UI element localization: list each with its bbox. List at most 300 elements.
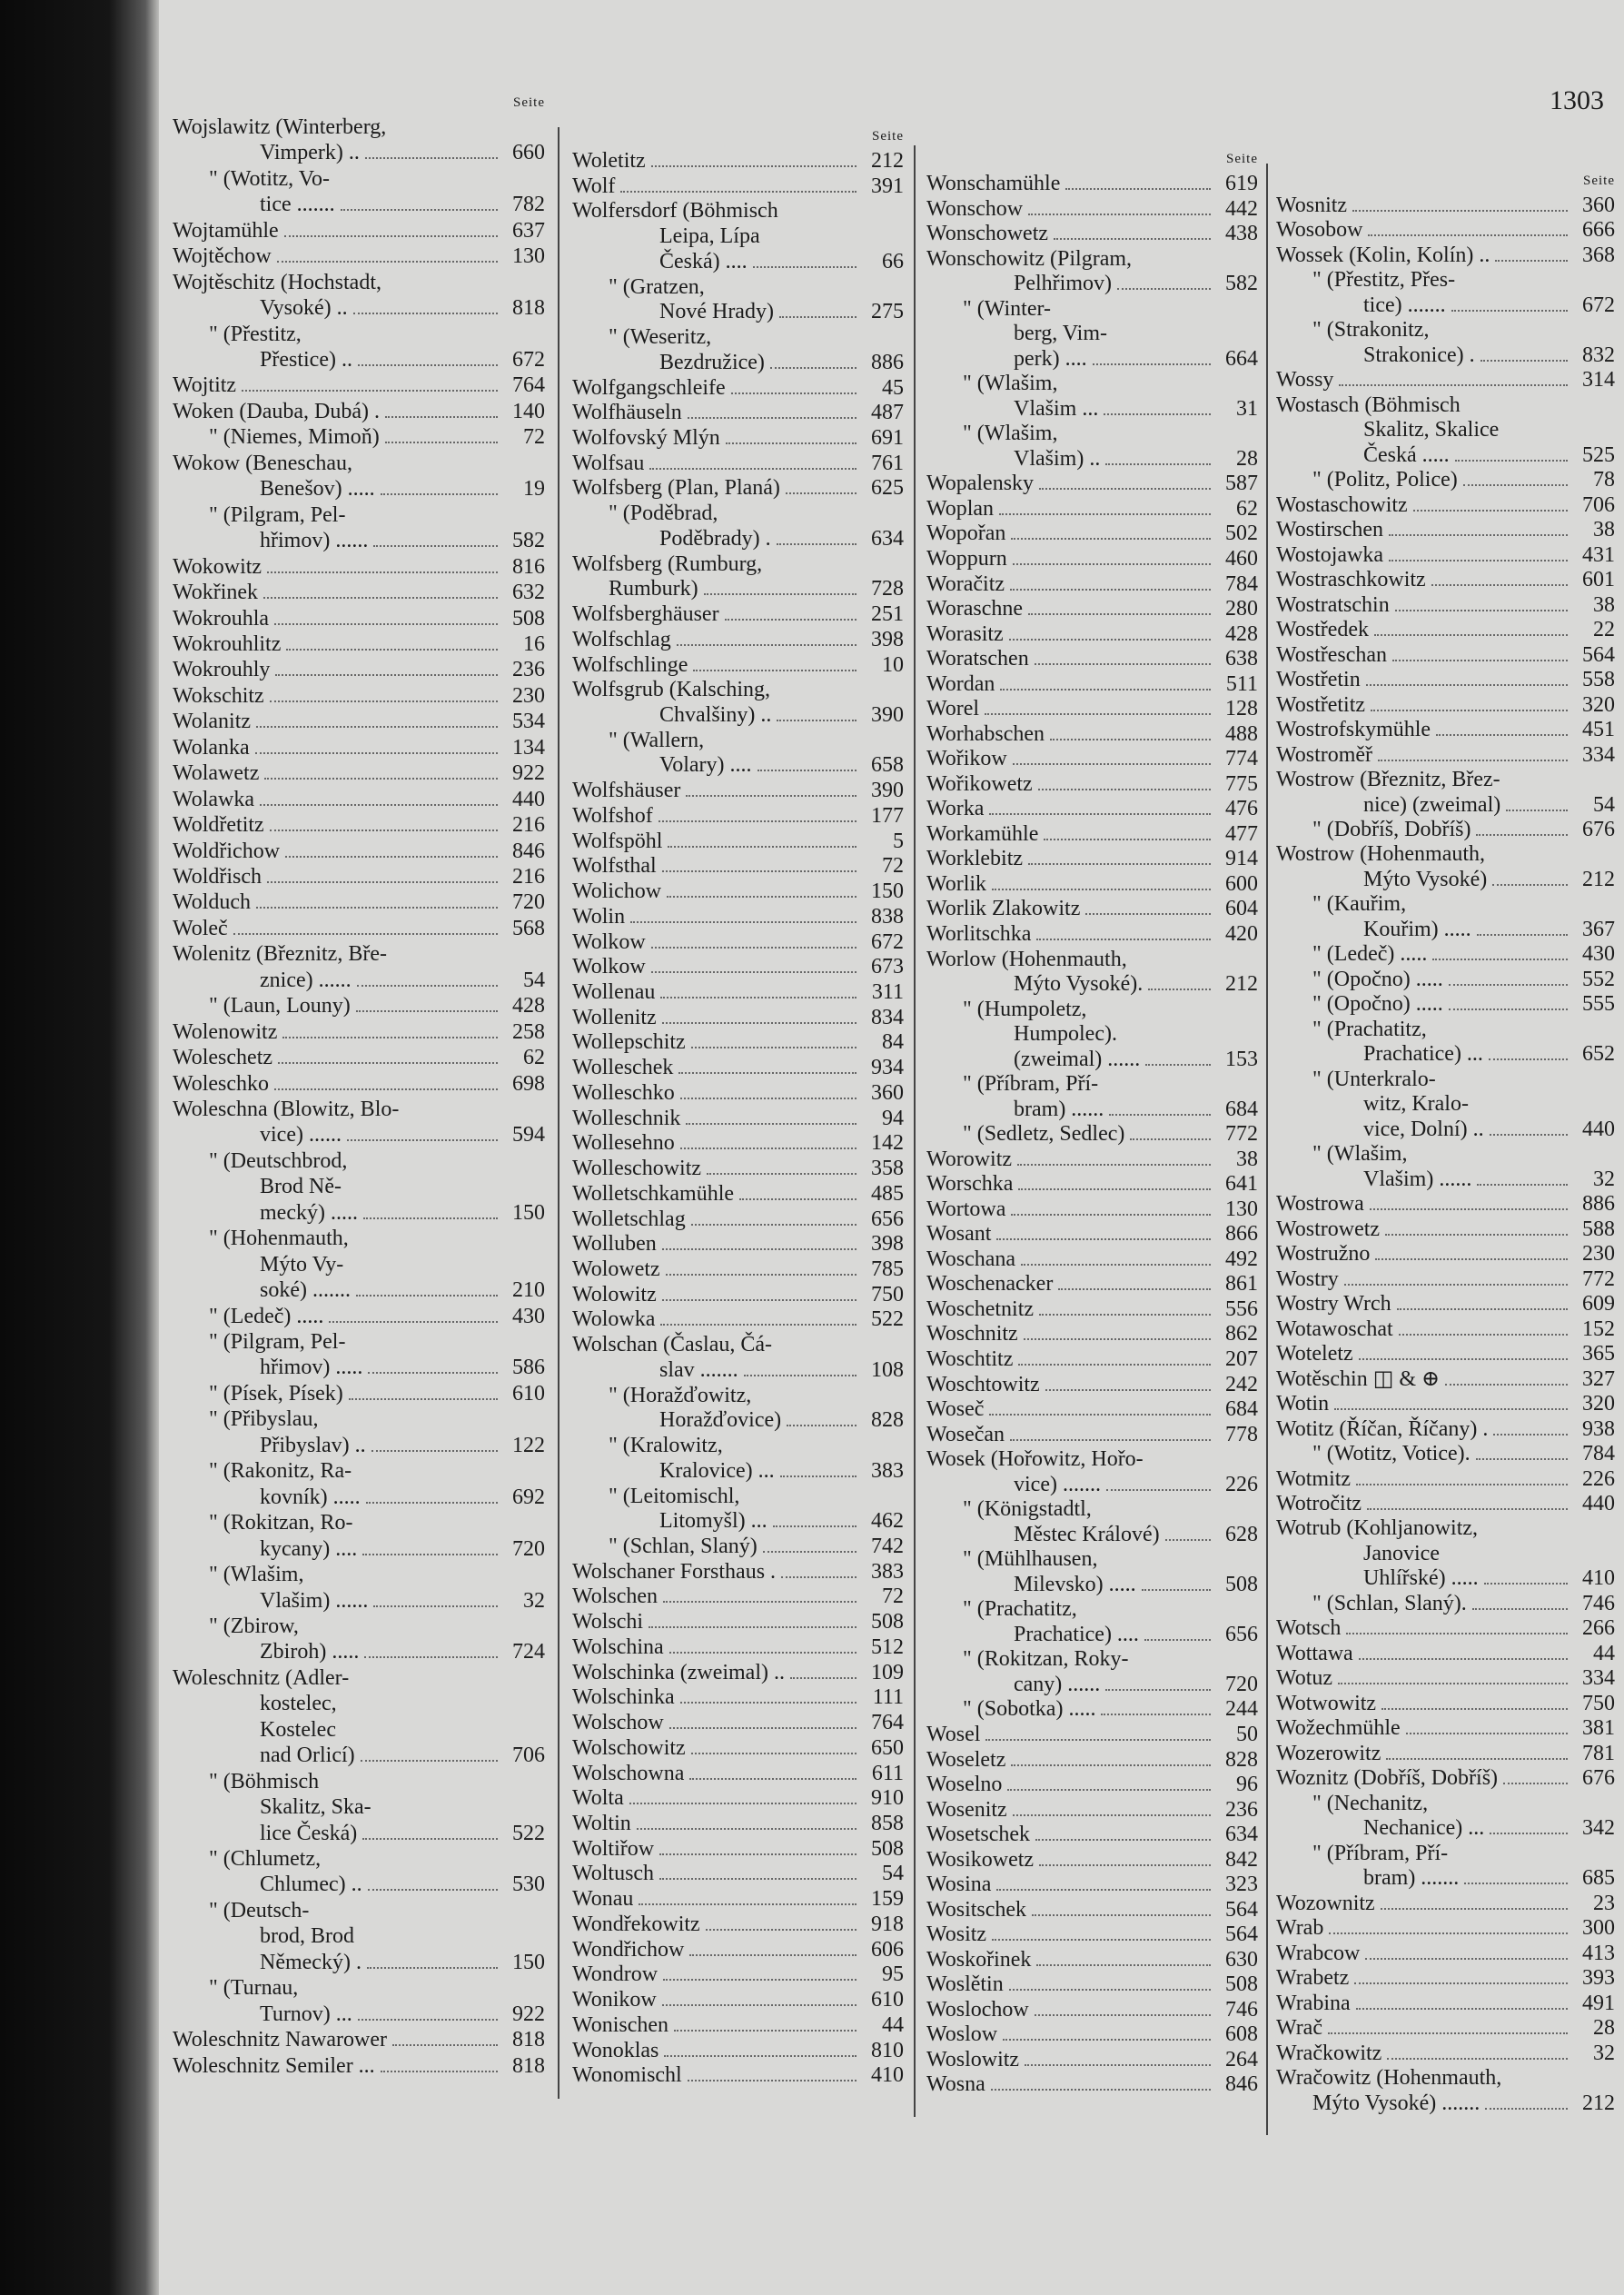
entry-name: Wostaschowitz	[1276, 492, 1408, 517]
index-entry	[572, 1233, 904, 1255]
index-entry	[1276, 769, 1615, 790]
entry-name: Zbiroh) .....	[260, 1640, 360, 1664]
entry-page: 656	[871, 1207, 904, 1231]
dot-leader	[1105, 463, 1211, 465]
entry-page: 300	[1582, 1916, 1615, 1941]
index-entry	[1276, 1617, 1615, 1639]
index-entry	[572, 629, 904, 651]
dot-leader	[688, 417, 857, 419]
entry-page: 746	[1582, 1591, 1615, 1615]
dot-leader	[651, 971, 857, 973]
dot-leader	[786, 492, 857, 494]
index-entry	[1276, 1843, 1615, 1864]
entry-page: 673	[871, 955, 904, 979]
dot-leader	[1021, 1264, 1211, 1266]
entry-page: 150	[512, 1200, 545, 1225]
entry-page: 666	[1582, 218, 1615, 243]
dot-leader	[270, 830, 498, 831]
dot-leader	[1381, 1908, 1568, 1910]
dot-leader	[680, 1702, 857, 1704]
entry-page: 230	[512, 683, 545, 708]
entry-name: Wolschinka	[572, 1685, 675, 1710]
index-entry	[173, 1176, 545, 1197]
index-entry	[1276, 1767, 1615, 1789]
entry-page: 588	[1582, 1217, 1615, 1241]
entry-page: 774	[1225, 747, 1258, 771]
entry-name: " (Wallern,	[609, 728, 705, 752]
entry-name: Wořikowetz	[926, 771, 1033, 796]
dot-leader	[1018, 1188, 1211, 1190]
entry-name: Woschenacker	[926, 1272, 1054, 1297]
index-entry	[572, 2040, 904, 2062]
dot-leader	[353, 313, 498, 314]
dot-leader	[282, 1037, 498, 1038]
index-entry	[572, 326, 904, 348]
dot-leader	[753, 266, 857, 268]
entry-page: 94	[882, 1106, 904, 1130]
dot-leader	[274, 1088, 498, 1090]
dot-leader	[689, 1778, 857, 1780]
index-entry	[1276, 1567, 1615, 1589]
dot-leader	[260, 804, 498, 806]
entry-name: " (Sedletz, Sedlec)	[963, 1122, 1125, 1147]
index-entry	[173, 891, 545, 913]
entry-name: Wosetschek	[926, 1823, 1031, 1847]
entry-name: Vysoké) ..	[260, 296, 348, 321]
entry-name: " (Opočno) .....	[1312, 967, 1443, 991]
dot-leader	[758, 770, 857, 771]
index-entry	[1276, 1393, 1615, 1415]
index-entry	[1276, 1343, 1615, 1365]
index-entry	[173, 1564, 545, 1585]
dot-leader	[1381, 1708, 1568, 1710]
entry-name: Wojtěschitz (Hochstadt,	[173, 270, 382, 294]
dot-leader	[744, 1375, 857, 1376]
dot-leader	[1370, 1208, 1568, 1210]
index-entry	[1276, 294, 1615, 316]
entry-page: 784	[1225, 571, 1258, 596]
entry-name: " (Wlašim,	[209, 1563, 304, 1587]
entry-page: 327	[1582, 1366, 1615, 1391]
dot-leader	[278, 1062, 498, 1064]
index-entry	[926, 1198, 1258, 1220]
entry-name: Wotwowitz	[1276, 1691, 1377, 1715]
entry-page: 323	[1225, 1873, 1258, 1897]
entry-name: Wolawetz	[173, 761, 260, 786]
index-entry	[926, 673, 1258, 695]
dot-leader	[780, 1475, 857, 1477]
entry-name: Wositschek	[926, 1897, 1027, 1922]
entry-name: Woratschen	[926, 647, 1029, 671]
index-entry	[1276, 943, 1615, 965]
dot-leader	[1490, 1134, 1568, 1136]
entry-name: Wondřichow	[572, 1937, 685, 1962]
entry-page: 556	[1225, 1297, 1258, 1321]
dot-leader	[1354, 1982, 1568, 1984]
entry-name: " (Böhmisch	[209, 1769, 320, 1793]
dot-leader	[691, 1753, 857, 1754]
dot-leader	[1028, 613, 1211, 615]
index-entry	[572, 1662, 904, 1684]
index-entry	[1276, 594, 1615, 616]
entry-page: 410	[1582, 1566, 1615, 1591]
dot-leader	[1011, 538, 1211, 540]
entry-page: 742	[871, 1535, 904, 1558]
entry-name: Wopalensky	[926, 472, 1035, 496]
entry-page: 611	[871, 1761, 904, 1785]
entry-name: Wolenitz (Březnitz, Bře-	[173, 942, 387, 967]
dot-leader	[267, 881, 498, 883]
dot-leader	[1009, 1989, 1211, 1991]
entry-name: Worklebitz	[926, 847, 1024, 871]
entry-name: Wolfhäuseln	[572, 401, 682, 425]
index-entry	[1276, 1218, 1615, 1240]
entry-name: Wostrowetz	[1276, 1217, 1381, 1241]
entry-page: 746	[1225, 1997, 1258, 2022]
entry-page: 358	[871, 1157, 904, 1181]
index-entry	[1276, 444, 1615, 466]
entry-page: 842	[1225, 1847, 1258, 1872]
entry-page: 522	[871, 1307, 904, 1332]
index-entry	[173, 374, 545, 396]
index-entry	[173, 142, 545, 164]
entry-page: 834	[871, 1005, 904, 1029]
entry-page: 534	[512, 710, 545, 734]
entry-name: Chlumec) ..	[260, 1873, 362, 1897]
entry-name: Wosek (Hořowitz, Hořo-	[926, 1447, 1144, 1472]
entry-name: Wolfshof	[572, 803, 653, 828]
entry-page: 828	[871, 1408, 904, 1433]
dot-leader	[1334, 1408, 1568, 1410]
dot-leader	[649, 1626, 857, 1628]
entry-name: bram) .......	[1363, 1866, 1460, 1891]
entry-name: berg, Vim-	[1014, 322, 1107, 346]
index-entry	[572, 1712, 904, 1734]
entry-name: Wolfsgrub (Kalsching,	[572, 678, 771, 702]
entry-page: 641	[1225, 1172, 1258, 1197]
index-entry	[173, 1641, 545, 1663]
entry-name: Wonau	[572, 1887, 634, 1912]
dot-leader	[779, 316, 857, 318]
index-entry	[572, 1334, 904, 1356]
entry-name: Wolleschek	[572, 1056, 674, 1080]
index-entry	[926, 198, 1258, 220]
entry-page: 775	[1225, 771, 1258, 796]
entry-name: " (Rokitzan, Ro-	[209, 1511, 353, 1535]
dot-leader	[1406, 1733, 1568, 1734]
entry-page: 311	[871, 980, 904, 1004]
dot-leader	[371, 1450, 498, 1452]
index-entry	[173, 1202, 545, 1224]
index-entry	[1276, 244, 1615, 266]
entry-name: Vlašim) ......	[1363, 1167, 1472, 1191]
entry-name: " (Turnau,	[209, 1976, 299, 2001]
dot-leader	[1506, 810, 1568, 811]
dot-leader	[264, 778, 498, 780]
dot-leader	[1472, 1608, 1568, 1610]
index-entry	[926, 1023, 1258, 1045]
dot-leader	[1028, 214, 1211, 215]
entry-name: Wolfsberg (Rumburg,	[572, 551, 763, 576]
index-entry	[572, 830, 904, 852]
entry-page: 381	[1582, 1716, 1615, 1741]
index-entry	[1276, 2092, 1615, 2114]
entry-page: 512	[871, 1634, 904, 1659]
entry-page: 159	[871, 1887, 904, 1912]
entry-name: Wolschow	[572, 1711, 664, 1735]
entry-page: 720	[1225, 1672, 1258, 1696]
dot-leader	[368, 1372, 498, 1374]
entry-name: Wostratschin	[1276, 592, 1390, 617]
entry-name: Brod Ně-	[260, 1175, 342, 1199]
entry-name: Wonschow	[926, 196, 1024, 221]
index-entry	[926, 1248, 1258, 1270]
dot-leader	[242, 390, 498, 392]
entry-name: Wossek (Kolin, Kolín) ..	[1276, 243, 1490, 267]
index-entry	[926, 522, 1258, 544]
entry-name: " (Schlan, Slaný)	[609, 1535, 758, 1558]
dot-leader	[1386, 1758, 1568, 1760]
dot-leader	[1344, 1284, 1568, 1286]
index-entry	[572, 906, 904, 928]
index-entry	[173, 1150, 545, 1172]
index-entry	[173, 866, 545, 888]
index-entry	[1276, 1517, 1615, 1539]
entry-page: 778	[1225, 1422, 1258, 1446]
entry-page: 130	[1225, 1197, 1258, 1221]
dot-leader	[1093, 363, 1211, 365]
index-entry	[572, 502, 904, 524]
index-column	[1276, 174, 1615, 2117]
dot-leader	[649, 468, 857, 470]
index-entry	[1276, 1793, 1615, 1814]
index-entry	[926, 223, 1258, 244]
entry-page: 508	[871, 1836, 904, 1861]
entry-name: Woschtowitz	[926, 1372, 1040, 1396]
dot-leader	[1117, 288, 1211, 290]
index-entry	[1276, 1093, 1615, 1115]
entry-name: Woselno	[926, 1773, 1003, 1797]
dot-leader	[693, 670, 857, 671]
dot-leader	[256, 907, 498, 909]
dot-leader	[1013, 763, 1211, 765]
entry-name: Litomyšl) ...	[659, 1509, 767, 1534]
entry-name: nice) (zweimal)	[1363, 792, 1501, 817]
dot-leader	[329, 1321, 498, 1323]
dot-leader	[1328, 2032, 1568, 2034]
entry-page: 628	[1225, 1522, 1258, 1546]
index-entry	[926, 248, 1258, 270]
dot-leader	[725, 619, 857, 621]
dot-leader	[385, 416, 498, 418]
index-entry	[572, 1963, 904, 1985]
index-entry	[173, 1306, 545, 1327]
entry-name: Wottawa	[1276, 1641, 1353, 1665]
dot-leader	[364, 1656, 498, 1658]
entry-name: Wollesehno	[572, 1131, 675, 1156]
index-entry	[926, 1098, 1258, 1120]
entry-page: 440	[1582, 1491, 1615, 1515]
entry-name: Wolschowitz	[572, 1735, 686, 1760]
entry-page: 782	[512, 193, 545, 217]
dot-leader	[381, 2071, 498, 2072]
entry-name: " (Chlumetz,	[209, 1846, 322, 1871]
entry-name: Wotuz	[1276, 1666, 1333, 1691]
entry-page: 728	[871, 577, 904, 601]
entry-name: Wokrouhla	[173, 606, 270, 631]
entry-page: 568	[512, 916, 545, 940]
dot-leader	[1035, 1839, 1211, 1841]
dot-leader	[674, 2030, 857, 2032]
entry-page: 111	[872, 1685, 904, 1710]
index-entry	[173, 556, 545, 578]
entry-name: znice) ......	[260, 968, 352, 992]
index-entry	[926, 573, 1258, 595]
entry-page: 818	[512, 2028, 545, 2052]
entry-name: Wosobow	[1276, 218, 1363, 243]
entry-name: " (Gratzen,	[609, 274, 705, 299]
entry-name: vice) .......	[1014, 1472, 1101, 1496]
index-entry	[173, 1460, 545, 1482]
entry-name: " (Mühlhausen,	[963, 1547, 1098, 1572]
entry-name: Wosna	[926, 2072, 985, 2097]
entry-page: 600	[1225, 871, 1258, 896]
entry-page: 530	[512, 1873, 545, 1897]
index-entry	[173, 943, 545, 965]
dot-leader	[666, 1274, 857, 1276]
entry-name: Woskořinek	[926, 1947, 1032, 1972]
entry-page: 28	[1593, 2016, 1615, 2041]
entry-name: Wostrofskymühle	[1276, 718, 1431, 742]
entry-name: Woslowitz	[926, 2047, 1020, 2071]
entry-name: Woletitz	[572, 149, 646, 173]
index-entry	[173, 116, 545, 138]
entry-name: Wostřetin	[1276, 668, 1361, 692]
entry-page: 236	[1225, 1797, 1258, 1822]
index-entry	[173, 1331, 545, 1353]
entry-name: Wolschaner Forsthaus .	[572, 1559, 777, 1584]
index-entry	[926, 1524, 1258, 1545]
entry-page: 886	[871, 350, 904, 374]
index-entry	[926, 623, 1258, 645]
index-entry	[1276, 1717, 1615, 1739]
dot-leader	[1039, 488, 1211, 490]
entry-name: " (Dobříš, Dobříš)	[1312, 818, 1471, 841]
entry-page: 508	[871, 1610, 904, 1634]
entry-page: 818	[512, 2053, 545, 2078]
dot-leader	[996, 1238, 1211, 1240]
entry-page: 552	[1582, 967, 1615, 991]
entry-page: 594	[512, 1123, 545, 1148]
entry-name: " (Laun, Louny)	[209, 994, 351, 1018]
index-entry	[572, 1183, 904, 1205]
index-entry	[173, 194, 545, 215]
index-entry	[173, 1848, 545, 1870]
index-entry	[572, 603, 904, 625]
dot-leader	[664, 2055, 857, 2057]
entry-name: " (Leitomischl,	[609, 1484, 740, 1508]
index-entry	[1276, 2042, 1615, 2064]
dot-leader	[773, 1525, 857, 1527]
index-entry	[1276, 469, 1615, 491]
dot-leader	[1039, 1314, 1211, 1316]
dot-leader	[1036, 939, 1211, 940]
index-entry	[926, 422, 1258, 444]
index-entry	[572, 200, 904, 222]
entry-page: 522	[512, 1821, 545, 1845]
dot-leader	[1493, 1434, 1568, 1436]
dot-leader	[686, 795, 857, 797]
index-entry	[1276, 419, 1615, 441]
entry-name: Wolfschlinge	[572, 652, 688, 677]
entry-name: Worlik	[926, 871, 987, 896]
dot-leader	[349, 1398, 498, 1400]
index-entry	[1276, 694, 1615, 716]
index-entry	[572, 452, 904, 474]
entry-name: Wokowitz	[173, 554, 262, 579]
index-entry	[572, 1888, 904, 1910]
index-entry	[173, 814, 545, 836]
entry-name: Wrač	[1276, 2016, 1322, 2041]
entry-page: 508	[1225, 1972, 1258, 1997]
index-entry	[926, 1899, 1258, 1921]
dot-leader	[1385, 1234, 1568, 1236]
entry-page: 216	[512, 864, 545, 889]
entry-page: 582	[1225, 272, 1258, 296]
entry-page: 785	[871, 1257, 904, 1281]
entry-name: Woleschnitz Nawarower	[173, 2028, 387, 2052]
index-entry	[926, 448, 1258, 470]
entry-name: Wotin	[1276, 1392, 1330, 1416]
entry-page: 608	[1225, 2022, 1258, 2047]
index-entry	[173, 1873, 545, 1895]
dot-leader	[263, 597, 498, 599]
index-entry	[926, 398, 1258, 420]
index-entry	[572, 2014, 904, 2036]
dot-leader	[362, 1838, 498, 1840]
entry-page: 31	[1236, 396, 1258, 421]
entry-name: cany) ......	[1014, 1672, 1101, 1696]
dot-leader	[1485, 2108, 1568, 2110]
index-entry	[1276, 544, 1615, 566]
index-entry	[572, 1913, 904, 1935]
index-entry	[926, 1849, 1258, 1871]
index-entry	[173, 1796, 545, 1818]
dot-leader	[1025, 2064, 1211, 2066]
entry-name: " (Wotitz, Votice).	[1312, 1442, 1471, 1466]
entry-page: 32	[1593, 2041, 1615, 2065]
entry-name: Wostraschkowitz	[1276, 568, 1426, 592]
entry-page: 266	[1582, 1616, 1615, 1641]
index-entry	[926, 723, 1258, 745]
dot-leader	[660, 1324, 857, 1326]
index-entry	[926, 348, 1258, 370]
dot-leader	[1436, 734, 1568, 736]
entry-name: " (Wlašim,	[963, 372, 1058, 396]
index-entry	[926, 1548, 1258, 1570]
dot-leader	[284, 235, 498, 237]
entry-page: 650	[871, 1735, 904, 1760]
entry-page: 508	[512, 606, 545, 631]
entry-page: 846	[1225, 2072, 1258, 2097]
index-entry	[173, 220, 545, 242]
entry-name: kostelec,	[260, 1692, 337, 1716]
entry-page: 212	[871, 149, 904, 173]
entry-name: Worka	[926, 797, 985, 821]
entry-name: Wostrow (Hohenmauth,	[1276, 842, 1486, 867]
index-entry	[572, 402, 904, 423]
entry-name: Woschetnitz	[926, 1297, 1035, 1321]
